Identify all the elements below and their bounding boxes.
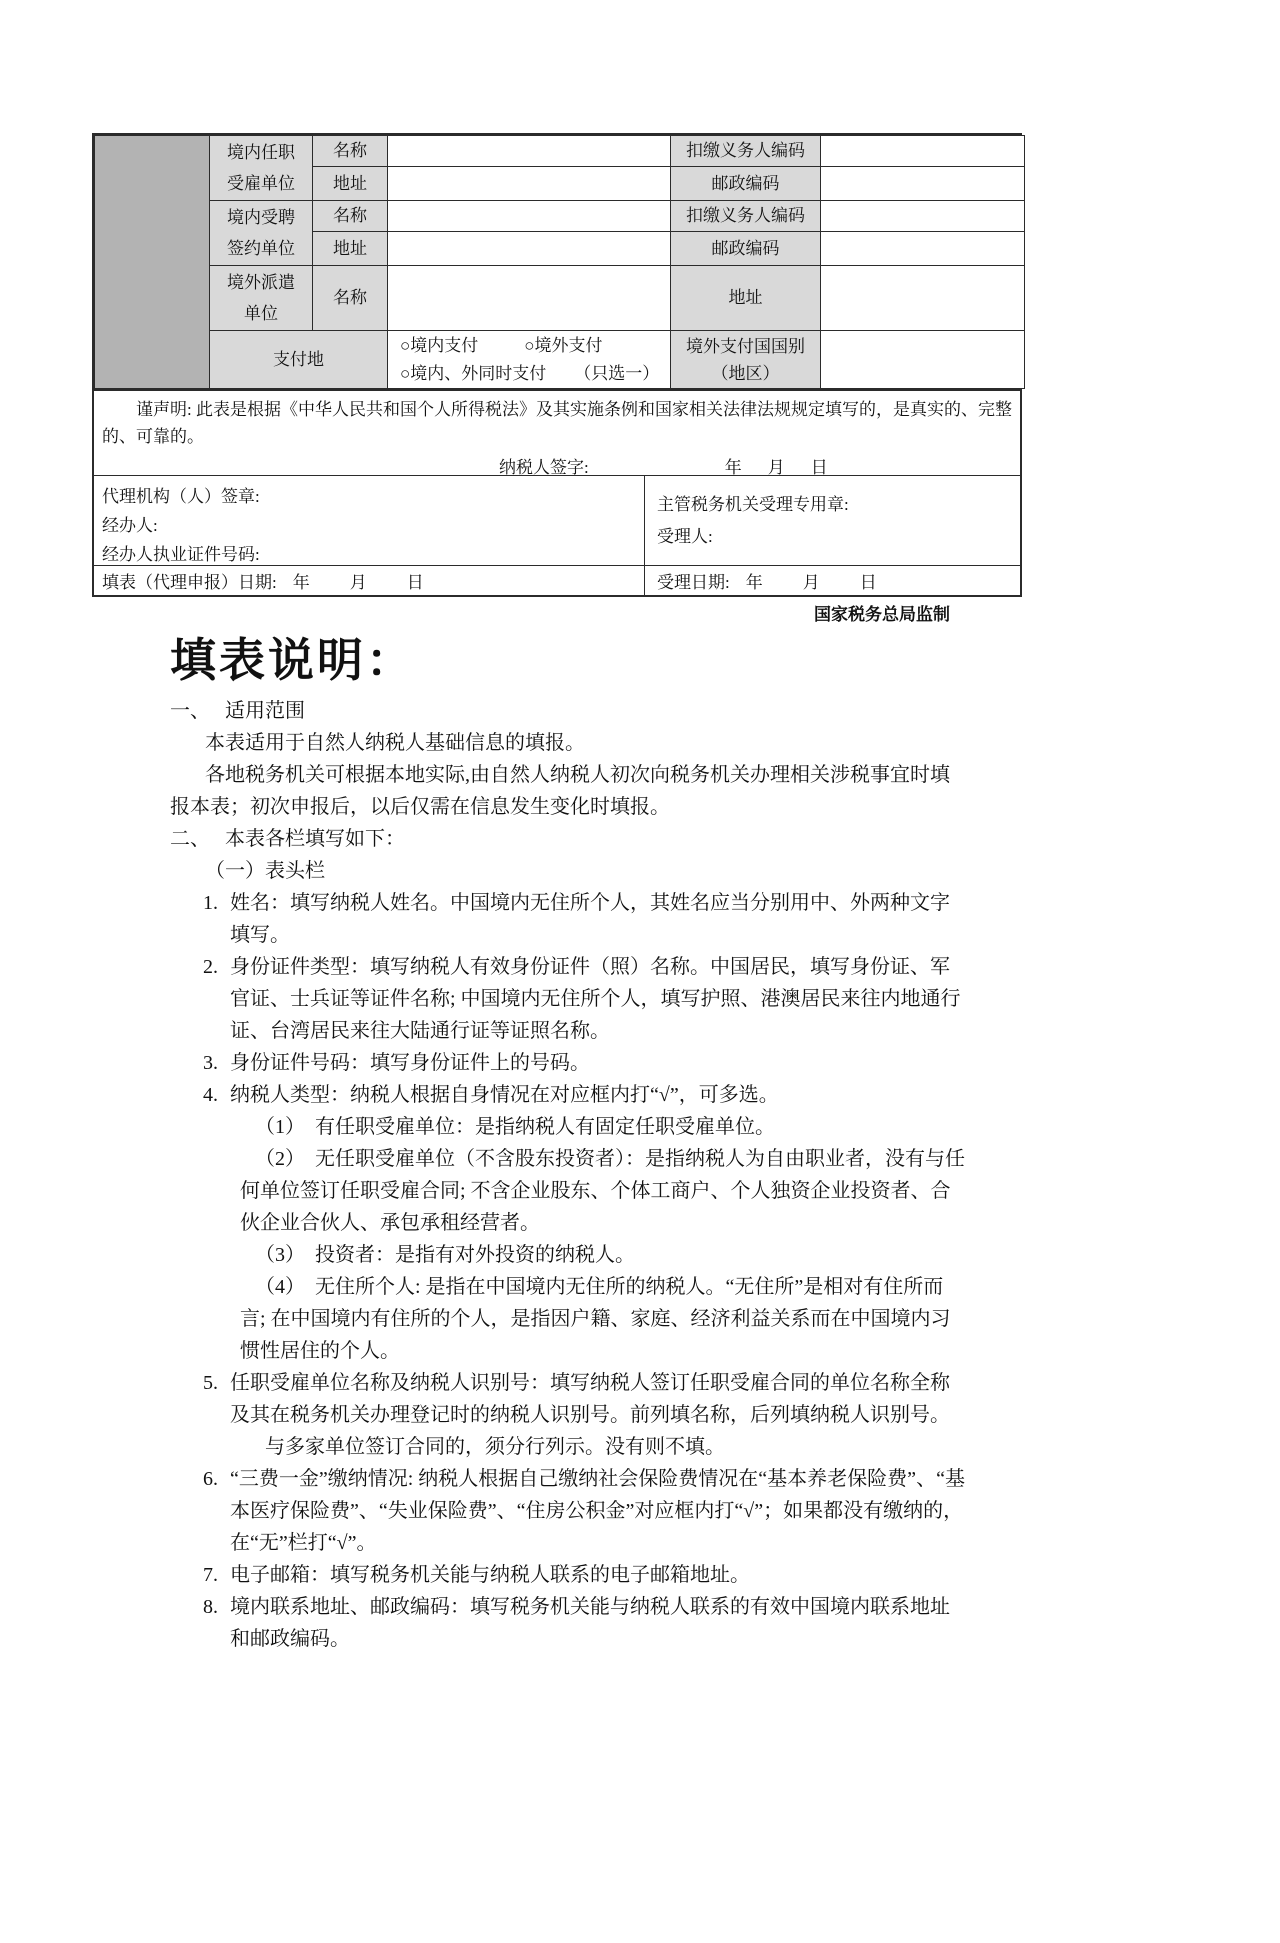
unit-label-line: 境外派遣	[227, 273, 295, 292]
state-tax-administration-watermark: 国家税务总局监制	[814, 605, 950, 624]
signature-date-blanks	[699, 453, 828, 475]
acceptance-date-cell	[645, 566, 1020, 595]
input-contract-unit-name[interactable]	[388, 201, 671, 232]
item-text: 身份证件类型：填写纳税人有效身份证件（照）名称。中国居民，填写身份证、军官证、士兵证等证件名称; 中国境内无住所个人，填写护照、港澳居民来往内地通行证、台湾居民来往大陆通行证等证照名称。	[230, 956, 961, 1042]
instruction-item-1	[170, 887, 968, 951]
agent-handler-label: 经办人:	[102, 516, 158, 535]
agent-seal-label: 代理机构（人）签章:	[102, 487, 260, 506]
input-overseas-dispatch-name[interactable]	[388, 266, 671, 331]
input-withholding-agent-code-1[interactable]	[821, 136, 1025, 167]
field-label-name: 名称	[313, 201, 388, 232]
radio-option-both-payment[interactable]: ○境内、外同时支付	[400, 363, 547, 383]
section-number: 二、	[170, 828, 210, 850]
agent-and-tax-office-row	[94, 475, 1020, 565]
year-label: 年	[745, 573, 763, 592]
instruction-subitem-4: （4） 无住所个人: 是指在中国境内无住所的纳税人。“无住所”是相对有住所而言; 在中国境内有住所的个人，是指因户籍、家庭、经济利益关系而在中国境内习惯性居住的个人。	[240, 1276, 951, 1362]
item-text: 姓名：填写纳税人姓名。中国境内无住所个人，其姓名应当分别用中、外两种文字填写。	[230, 892, 950, 946]
item-number: 6.	[203, 1468, 218, 1490]
unit-label-domestic-employer	[210, 136, 313, 201]
label-withholding-agent-code-1: 扣缴义务人编码	[671, 136, 821, 167]
instruction-item-5-note: 与多家单位签订合同的，须分行列示。没有则不填。	[265, 1436, 725, 1458]
item-number: 2.	[203, 956, 218, 978]
instruction-item-7	[170, 1559, 968, 1591]
acceptance-date-label: 受理日期:	[657, 573, 730, 592]
section-number: 一、	[170, 700, 210, 722]
declaration-section	[94, 389, 1020, 475]
day-label: 日	[406, 573, 424, 592]
filing-date-blanks	[293, 568, 464, 593]
input-postal-code-2[interactable]	[821, 232, 1025, 266]
instruction-paragraph: 各地税务机关可根据本地实际,由自然人纳税人初次向税务机关办理相关涉税事宜时填报本表；初次申报后，以后仅需在信息发生变化时填报。	[170, 764, 950, 818]
label-overseas-dispatch-address: 地址	[671, 266, 821, 331]
unit-label-overseas-dispatch-unit	[210, 266, 313, 331]
instruction-subitem-2: （2） 无任职受雇单位（不含股东投资者）：是指纳税人为自由职业者，没有与任何单位签订任职受雇合同; 不含企业股东、个体工商户、个人独资企业投资者、合伙企业合伙人、承包承租经营者。	[240, 1148, 965, 1234]
label-line: （地区）	[711, 363, 780, 383]
section-title: 本表各栏填写如下：	[225, 828, 405, 850]
section-1-heading	[170, 695, 968, 727]
label-line: 境外支付国国别	[686, 336, 805, 356]
item-text: “三费一金”缴纳情况: 纳税人根据自己缴纳社会保险费情况在“基本养老保险费”、“基本医疗保险费”、“失业保险费”、“住房公积金”对应框内打“√”；如果都没有缴纳的，在“无”栏打“√”。	[230, 1468, 965, 1554]
field-label-name: 名称	[313, 266, 388, 331]
input-postal-code-1[interactable]	[821, 167, 1025, 201]
taxpayer-signature-field[interactable]	[589, 456, 699, 476]
label-overseas-payment-country	[671, 331, 821, 389]
unit-label-line: 境内受聘	[227, 208, 295, 227]
section-title: 适用范围	[225, 700, 305, 722]
radio-option-overseas-payment[interactable]: ○境外支付	[524, 335, 603, 355]
label-postal-code-1: 邮政编码	[671, 167, 821, 201]
instruction-paragraph: 本表适用于自然人纳税人基础信息的填报。	[205, 732, 585, 754]
radio-option-domestic-payment[interactable]: ○境内支付	[400, 335, 479, 355]
item-text: 任职受雇单位名称及纳税人识别号：填写纳税人签订任职受雇合同的单位名称全称及其在税务机关办理登记时的纳税人识别号。前列填名称，后列填纳税人识别号。	[230, 1372, 950, 1426]
instructions-body	[170, 695, 968, 1655]
payment-options-cell	[388, 331, 671, 389]
field-label-address: 地址	[313, 167, 388, 201]
tax-office-acceptor-label: 受理人:	[657, 527, 713, 546]
field-label-name: 名称	[313, 136, 388, 167]
unit-label-line: 签约单位	[227, 239, 295, 258]
input-domestic-employer-name[interactable]	[388, 136, 671, 167]
taxpayer-signature-label: 纳税人签字:	[499, 458, 589, 475]
payment-choose-one-note: （只选一）	[574, 363, 660, 383]
input-overseas-payment-country[interactable]	[821, 331, 1025, 389]
document-page	[0, 133, 1280, 1943]
month-label: 月	[802, 573, 820, 592]
unit-label-line: 受雇单位	[227, 174, 295, 193]
input-withholding-agent-code-2[interactable]	[821, 201, 1025, 232]
instruction-item-3	[170, 1047, 968, 1079]
label-postal-code-2: 邮政编码	[671, 232, 821, 266]
instruction-subitem-3: （3） 投资者：是指有对外投资的纳税人。	[255, 1244, 635, 1266]
acceptance-date-blanks	[746, 568, 917, 593]
dates-row	[94, 565, 1020, 595]
payment-place-label: 支付地	[210, 331, 388, 389]
field-label-address: 地址	[313, 232, 388, 266]
label-withholding-agent-code-2: 扣缴义务人编码	[671, 201, 821, 232]
item-number: 8.	[203, 1596, 218, 1618]
year-label: 年	[292, 573, 310, 592]
item-number: 5.	[203, 1372, 218, 1394]
tax-office-seal-label: 主管税务机关受理专用章:	[657, 495, 849, 514]
instruction-item-2	[170, 951, 968, 1047]
payment-options-line-1	[400, 333, 666, 359]
filing-date-label: 填表（代理申报）日期:	[102, 573, 277, 592]
item-text: 电子邮箱：填写税务机关能与纳税人联系的电子邮箱地址。	[230, 1564, 750, 1586]
month-label: 月	[349, 573, 367, 592]
item-text: 境内联系地址、邮政编码：填写税务机关能与纳税人联系的有效中国境内联系地址和邮政编码。	[230, 1596, 950, 1650]
unit-label-domestic-contract-unit	[210, 201, 313, 266]
subsection-heading: （一）表头栏	[205, 860, 325, 882]
filing-date-cell	[94, 566, 645, 595]
item-text: 身份证件号码：填写身份证件上的号码。	[230, 1052, 590, 1074]
month-label: 月	[767, 458, 785, 475]
section-2-heading	[170, 823, 968, 855]
instruction-item-4	[170, 1079, 968, 1111]
input-contract-unit-address[interactable]	[388, 232, 671, 266]
tax-office-cell	[645, 476, 1020, 565]
day-label: 日	[810, 458, 828, 475]
input-domestic-employer-address[interactable]	[388, 167, 671, 201]
item-number: 3.	[203, 1052, 218, 1074]
item-number: 7.	[203, 1564, 218, 1586]
input-overseas-dispatch-address[interactable]	[821, 266, 1025, 331]
instruction-item-6	[170, 1463, 968, 1559]
signature-row	[102, 453, 1012, 475]
side-spacer-cell	[95, 136, 210, 389]
unit-label-line: 境内任职	[227, 143, 295, 162]
instruction-subitem-1: （1） 有任职受雇单位：是指纳税人有固定任职受雇单位。	[255, 1116, 775, 1138]
item-number: 4.	[203, 1084, 218, 1106]
year-label: 年	[724, 458, 742, 475]
instruction-item-5	[170, 1367, 968, 1431]
item-number: 1.	[203, 892, 218, 914]
declaration-text: 谨声明: 此表是根据《中华人民共和国个人所得税法》及其实施条例和国家相关法律法规规定填写的，是真实的、完整的、可靠的。	[102, 400, 1012, 446]
payment-options-line-2	[400, 361, 666, 387]
unit-label-line: 单位	[244, 304, 278, 323]
item-text: 纳税人类型：纳税人根据自身情况在对应框内打“√”，可多选。	[230, 1084, 779, 1106]
instructions-title: 填表说明：	[170, 635, 415, 686]
taxpayer-info-form-table	[92, 133, 1022, 597]
agent-license-number-label: 经办人执业证件号码:	[102, 545, 260, 564]
day-label: 日	[859, 573, 877, 592]
instruction-item-8	[170, 1591, 968, 1655]
agent-cell	[94, 476, 645, 565]
employer-info-grid	[94, 135, 1025, 389]
